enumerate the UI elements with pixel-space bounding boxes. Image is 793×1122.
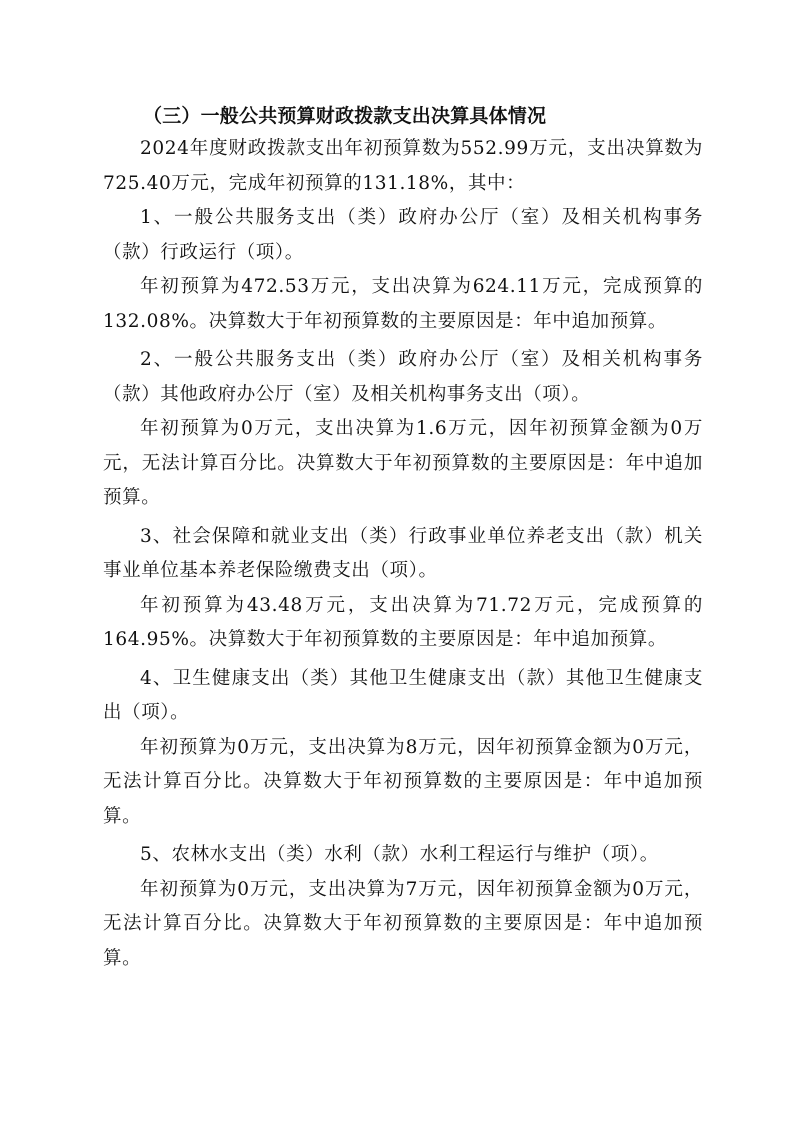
item-2-detail: 年初预算为0万元，支出决算为1.6万元，因年初预算金额为0万元，无法计算百分比。决算数大于年初预算数的主要原因是：年中追加预算。 xyxy=(103,418,703,508)
item-3-title: 3、社会保障和就业支出（类）行政事业单位养老支出（款）机关事业单位基本养老保险缴费支出（项）。 xyxy=(103,525,703,581)
item-3-detail: 年初预算为43.48万元，支出决算为71.72万元，完成预算的164.95%。决算数大于年初预算数的主要原因是：年中追加预算。 xyxy=(103,594,703,650)
item-1-title: 1、一般公共服务支出（类）政府办公厅（室）及相关机构事务（款）行政运行（项）。 xyxy=(103,207,703,263)
item-4-title: 4、卫生健康支出（类）其他卫生健康支出（款）其他卫生健康支出（项）。 xyxy=(103,667,703,723)
item-5-detail: 年初预算为0万元，支出决算为7万元，因年初预算金额为0万元，无法计算百分比。决算数大于年初预算数的主要原因是：年中追加预算。 xyxy=(103,878,703,969)
item-1-detail: 年初预算为472.53万元，支出决算为624.11万元，完成预算的132.08%。决算数大于年初预算数的主要原因是：年中追加预算。 xyxy=(103,276,703,332)
item-2-title: 2、一般公共服务支出（类）政府办公厅（室）及相关机构事务（款）其他政府办公厅（室）及相关机构事务支出（项）。 xyxy=(103,349,703,405)
intro-paragraph: 2024年度财政拨款支出年初预算数为552.99万元，支出决算数为725.40万元，完成年初预算的131.18%，其中： xyxy=(103,138,703,194)
section-heading: （三）一般公共预算财政拨款支出决算具体情况 xyxy=(143,105,547,127)
item-4-detail: 年初预算为0万元，支出决算为8万元，因年初预算金额为0万元，无法计算百分比。决算数大于年初预算数的主要原因是：年中追加预算。 xyxy=(103,736,703,827)
document-body xyxy=(103,100,703,976)
item-5-title: 5、农林水支出（类）水利（款）水利工程运行与维护（项）。 xyxy=(140,844,659,865)
